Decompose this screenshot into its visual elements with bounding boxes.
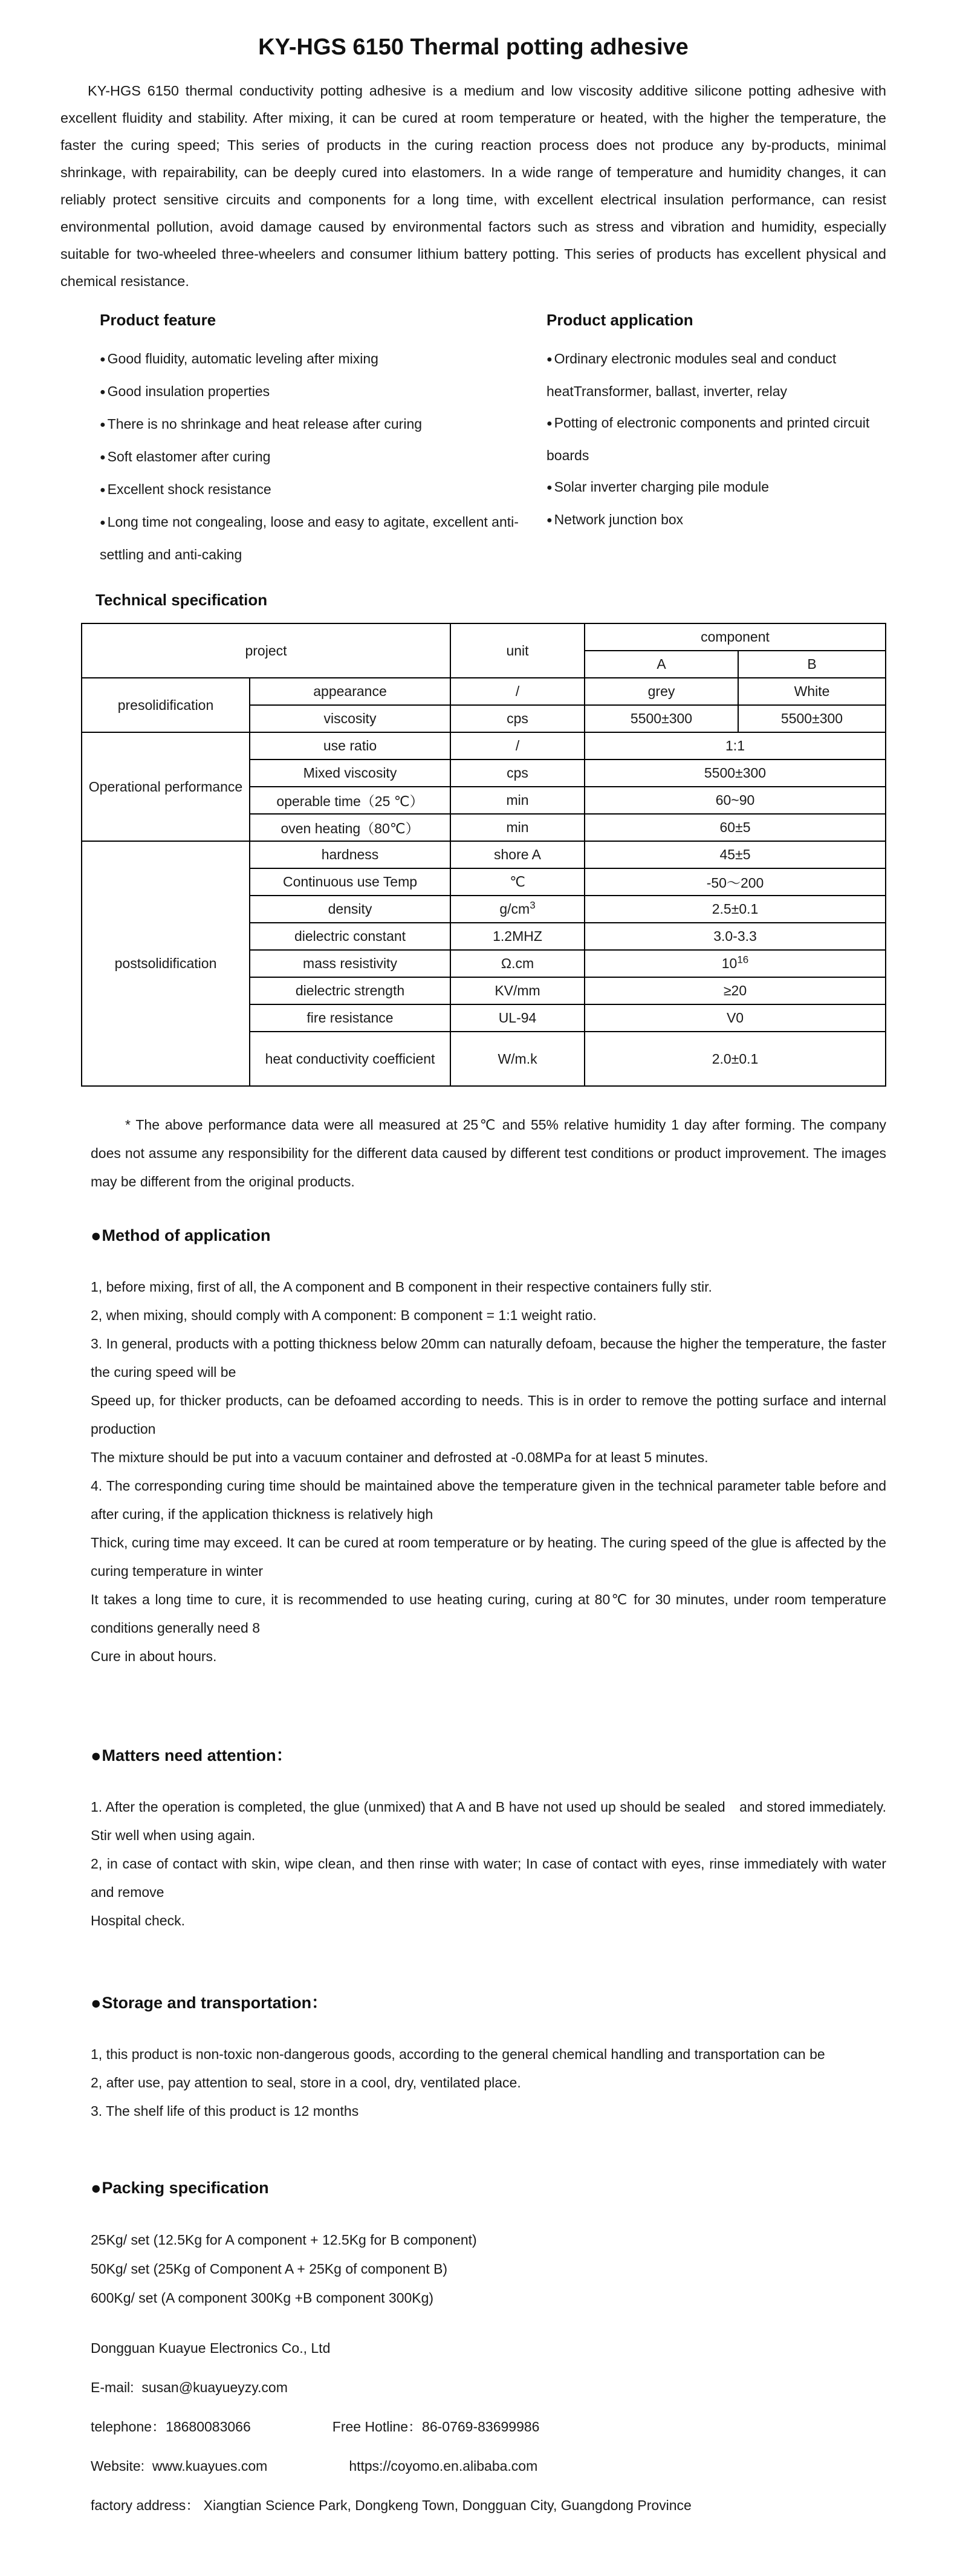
packing-line: 600Kg/ set (A component 300Kg +B component 300Kg) [91,2290,434,2306]
feature-text: Excellent shock resistance [107,481,271,497]
header-unit: unit [450,623,585,678]
cell-value: 2.0±0.1 [585,1032,886,1086]
hotline-label: Free Hotline： [332,2419,423,2435]
cell-value [585,950,886,977]
intro-paragraph: KY-HGS 6150 thermal conductivity potting adhesive is a medium and low viscosity additive silicone potting adhesive with excellent fluidity and stability. After mixing, it can be cured at room temperature or heated, with the higher the temperature, the faster the curing speed; This series of products in the curing reaction process does not produce any by-products, minimal shrinkage, with repairability, can be deeply cured into elastomers. In a wide range of temperature and humidity changes, it can reliably protect sensitive circuits and components for a long time, with excellent electrical insulation performance, can resist environmental pollution, avoid damage caused by environmental factors such as stress and vibration and humidity, especially suitable for two-wheeled three-wheelers and consumer lithium battery potting. This series of products has excellent physical and chemical resistance. [60,83,886,289]
bullet-icon: ● [546,418,553,429]
cell-label: use ratio [250,732,450,759]
cell-unit: 1.2MHZ [450,923,585,950]
value-base: 10 [721,955,738,971]
header-project: project [82,623,450,678]
paragraph: Cure in about hours. [91,1648,217,1664]
website-alt-value: https://coyomo.en.alibaba.com [349,2458,538,2474]
factory-address-line [91,2491,886,2519]
product-application-section [546,311,886,570]
list-item [100,441,532,473]
method-of-application-heading [91,1226,886,1246]
product-feature-section [100,311,532,570]
cell-value-b: 5500±300 [738,705,886,732]
list-item [546,471,886,504]
table-header-row [82,623,886,651]
bullet-icon: ● [100,354,106,365]
header-component-a: A [585,651,738,678]
telephone-label: telephone： [91,2419,166,2435]
product-application-heading: Product application [546,311,693,329]
hotline-value: 86-0769-83699986 [422,2419,540,2435]
packing-line: 50Kg/ set (25Kg of Component A + 25Kg of component B) [91,2261,448,2277]
paragraph: 1. After the operation is completed, the glue (unmixed) that A and B have not used up should be sealed and stored immediately. Stir well when using again. [91,1799,886,1843]
paragraph: Speed up, for thicker products, can be defoamed according to needs. This is in order to remove the potting surface and internal production [91,1393,886,1437]
heading-text: Method of application [102,1226,271,1244]
packing-line: 25Kg/ set (12.5Kg for A component + 12.5Kg for B component) [91,2232,477,2248]
cell-value-b: White [738,678,886,705]
cell-unit: / [450,678,585,705]
heading-text: Storage and transportation： [102,1994,328,2012]
cell-label: oven heating（80℃） [250,814,450,841]
table-row [82,678,886,705]
feature-application-columns [100,311,886,570]
list-item [546,504,886,536]
table-row [82,841,886,868]
paragraph: 2, when mixing, should comply with A component: B component = 1:1 weight ratio. [91,1307,597,1323]
cell-value-a: 5500±300 [585,705,738,732]
application-text: Potting of electronic components and printed circuit boards [546,415,870,463]
paragraph: It takes a long time to cure, it is recommended to use heating curing, curing at 80℃ for 30 minutes, under room temperature conditions generally need 8 [91,1592,886,1636]
page-title: KY-HGS 6150 Thermal potting adhesive [258,34,689,60]
cell-unit: W/m.k [450,1032,585,1086]
cell-value: 2.5±0.1 [585,896,886,923]
bullet-icon: ● [100,387,106,397]
cell-label: Continuous use Temp [250,868,450,896]
email-value: susan@kuayueyzy.com [141,2379,288,2395]
cell-value: -50～200 [585,868,886,896]
cell-label: viscosity [250,705,450,732]
factory-label: factory address： [91,2497,200,2513]
application-text: Ordinary electronic modules seal and conduct heatTransformer, ballast, inverter, relay [546,351,837,399]
paragraph: 3. The shelf life of this product is 12 months [91,2103,359,2119]
group-postsolidification: postsolidification [82,841,250,1086]
heading-text: Packing specification [102,2179,269,2197]
application-text: Solar inverter charging pile module [554,479,770,495]
cell-value: 60±5 [585,814,886,841]
unit-base: g/cm [499,901,530,917]
matters-need-attention-body [91,1793,886,1935]
note-paragraph: * The above performance data were all measured at 25℃ and 55% relative humidity 1 day after forming. The company does not assume any responsibility for the different data caused by different test conditions or product improvement. The images may be different from the original products. [91,1117,886,1189]
cell-unit: cps [450,705,585,732]
paragraph: 3. In general, products with a potting thickness below 20mm can naturally defoam, because the higher the temperature, the faster the curing speed will be [91,1336,886,1380]
product-feature-list [100,343,532,570]
cell-value: 45±5 [585,841,886,868]
list-item [100,473,532,506]
list-item [100,408,532,441]
cell-unit: cps [450,759,585,787]
contact-block [91,2334,886,2519]
cell-unit: Ω.cm [450,950,585,977]
paragraph: 2, after use, pay attention to seal, store in a cool, dry, ventilated place. [91,2075,521,2090]
matters-need-attention-heading [91,1742,886,1766]
feature-text: Long time not congealing, loose and easy to agitate, excellent anti-settling and anti-caking [100,514,519,562]
feature-text: There is no shrinkage and heat release after curing [107,416,423,432]
document-body [91,1111,886,2519]
heading-text: Matters need attention： [102,1746,293,1764]
storage-and-transportation-body [91,2040,886,2126]
website-line [91,2452,886,2480]
section-bullet-icon: ● [91,2179,102,2198]
application-text: Network junction box [554,512,684,527]
cell-value: V0 [585,1004,886,1032]
paragraph: The mixture should be put into a vacuum container and defrosted at -0.08MPa for at least 5 minutes. [91,1449,709,1465]
feature-text: Good insulation properties [107,383,270,399]
feature-text: Soft elastomer after curing [107,449,271,464]
cell-unit: ℃ [450,868,585,896]
technical-specification-heading: Technical specification [96,591,268,609]
cell-label: dielectric constant [250,923,450,950]
cell-value: 1:1 [585,732,886,759]
method-of-application-body [91,1273,886,1671]
cell-unit: min [450,787,585,814]
email-line [91,2373,886,2401]
group-operational-performance: Operational performance [82,732,250,841]
cell-label: heat conductivity coefficient [250,1032,450,1086]
cell-value: 3.0-3.3 [585,923,886,950]
cell-label: Mixed viscosity [250,759,450,787]
bullet-icon: ● [546,354,553,365]
bullet-icon: ● [100,420,106,430]
telephone-value: 18680083066 [166,2419,251,2435]
packing-specification-heading [91,2179,886,2199]
cell-label: operable time（25 ℃） [250,787,450,814]
bullet-icon: ● [546,483,553,493]
list-item [100,343,532,376]
header-component: component [585,623,886,651]
cell-label: hardness [250,841,450,868]
value-superscript: 16 [737,954,749,966]
paragraph: 2, in case of contact with skin, wipe clean, and then rinse with water; In case of contact with eyes, rinse immediately with water and remove [91,1856,886,1900]
paragraph: 1, this product is non-toxic non-dangerous goods, according to the general chemical handling and transportation can be [91,2046,825,2062]
website-label: Website: [91,2458,145,2474]
cell-unit: UL-94 [450,1004,585,1032]
bullet-icon: ● [100,485,106,495]
cell-unit: / [450,732,585,759]
factory-value: Xiangtian Science Park, Dongkeng Town, Dongguan City, Guangdong Province [203,2497,692,2513]
cell-unit: min [450,814,585,841]
cell-unit: shore A [450,841,585,868]
cell-label: fire resistance [250,1004,450,1032]
paragraph: 4. The corresponding curing time should be maintained above the temperature given in the technical parameter table before and after curing, if the application thickness is relatively high [91,1478,886,1522]
section-bullet-icon: ● [91,1994,102,2013]
cell-value: ≥20 [585,977,886,1004]
unit-superscript: 3 [530,899,536,911]
cell-label: density [250,896,450,923]
bullet-icon: ● [546,515,553,525]
website-value: www.kuayues.com [152,2458,268,2474]
paragraph: 1, before mixing, first of all, the A component and B component in their respective containers fully stir. [91,1279,712,1295]
product-feature-heading: Product feature [100,311,216,329]
table-row [82,732,886,759]
cell-label: appearance [250,678,450,705]
list-item [546,343,886,407]
bullet-icon: ● [100,518,106,528]
company-name: Dongguan Kuayue Electronics Co., Ltd [91,2340,331,2356]
section-bullet-icon: ● [91,1746,102,1766]
list-item [100,506,532,570]
paragraph: Thick, curing time may exceed. It can be cured at room temperature or by heating. The curing speed of the glue is affected by the curing temperature in winter [91,1535,886,1579]
group-presolidification: presolidification [82,678,250,732]
cell-unit [450,896,585,923]
product-application-list [546,343,886,536]
feature-text: Good fluidity, automatic leveling after mixing [107,351,378,366]
cell-value-a: grey [585,678,738,705]
list-item [100,376,532,408]
bullet-icon: ● [100,452,106,463]
list-item [546,407,886,471]
spec-table [81,623,886,1087]
section-bullet-icon: ● [91,1226,102,1246]
packing-specification-body [91,2225,886,2312]
cell-label: mass resistivity [250,950,450,977]
cell-value: 60~90 [585,787,886,814]
cell-unit: KV/mm [450,977,585,1004]
phone-line [91,2413,886,2441]
email-label: E-mail: [91,2379,134,2395]
cell-value: 5500±300 [585,759,886,787]
header-component-b: B [738,651,886,678]
storage-and-transportation-heading [91,1989,886,2014]
paragraph: Hospital check. [91,1913,185,1928]
cell-label: dielectric strength [250,977,450,1004]
